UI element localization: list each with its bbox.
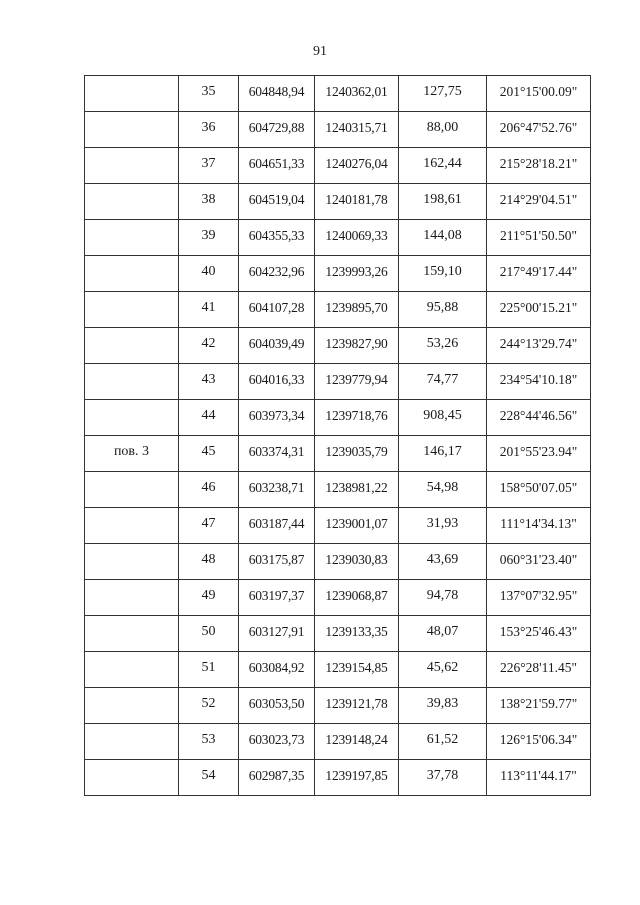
azimuth-cell: 111°14'34.13" xyxy=(487,508,591,544)
x-coordinate-cell: 604107,28 xyxy=(239,292,315,328)
section-cell xyxy=(85,508,179,544)
section-cell xyxy=(85,688,179,724)
section-cell xyxy=(85,616,179,652)
y-coordinate-cell: 1239001,07 xyxy=(315,508,399,544)
table-row xyxy=(85,760,591,796)
azimuth-cell: 214°29'04.51" xyxy=(487,184,591,220)
point-number-cell: 53 xyxy=(179,724,239,760)
section-cell xyxy=(85,544,179,580)
point-number-cell: 45 xyxy=(179,436,239,472)
point-number-cell: 54 xyxy=(179,760,239,796)
section-cell xyxy=(85,328,179,364)
y-coordinate-cell: 1239133,35 xyxy=(315,616,399,652)
y-coordinate-cell: 1240069,33 xyxy=(315,220,399,256)
azimuth-cell: 060°31'23.40" xyxy=(487,544,591,580)
azimuth-cell: 225°00'15.21" xyxy=(487,292,591,328)
azimuth-cell: 211°51'50.50" xyxy=(487,220,591,256)
table-row xyxy=(85,256,591,292)
point-number-cell: 50 xyxy=(179,616,239,652)
section-cell xyxy=(85,472,179,508)
x-coordinate-cell: 604232,96 xyxy=(239,256,315,292)
coordinates-table-body xyxy=(85,76,591,796)
point-number-cell: 40 xyxy=(179,256,239,292)
point-number-cell: 48 xyxy=(179,544,239,580)
x-coordinate-cell: 603175,87 xyxy=(239,544,315,580)
table-row xyxy=(85,544,591,580)
x-coordinate-cell: 604355,33 xyxy=(239,220,315,256)
x-coordinate-cell: 603187,44 xyxy=(239,508,315,544)
point-number-cell: 42 xyxy=(179,328,239,364)
section-cell xyxy=(85,580,179,616)
point-number-cell: 38 xyxy=(179,184,239,220)
y-coordinate-cell: 1240276,04 xyxy=(315,148,399,184)
x-coordinate-cell: 602987,35 xyxy=(239,760,315,796)
azimuth-cell: 234°54'10.18" xyxy=(487,364,591,400)
length-cell: 39,83 xyxy=(399,688,487,724)
y-coordinate-cell: 1238981,22 xyxy=(315,472,399,508)
point-number-cell: 37 xyxy=(179,148,239,184)
length-cell: 162,44 xyxy=(399,148,487,184)
table-row xyxy=(85,436,591,472)
table-row xyxy=(85,616,591,652)
length-cell: 908,45 xyxy=(399,400,487,436)
coordinates-table xyxy=(84,75,591,796)
length-cell: 94,78 xyxy=(399,580,487,616)
section-cell xyxy=(85,148,179,184)
length-cell: 146,17 xyxy=(399,436,487,472)
x-coordinate-cell: 603127,91 xyxy=(239,616,315,652)
x-coordinate-cell: 604519,04 xyxy=(239,184,315,220)
x-coordinate-cell: 603374,31 xyxy=(239,436,315,472)
y-coordinate-cell: 1239827,90 xyxy=(315,328,399,364)
point-number-cell: 51 xyxy=(179,652,239,688)
table-row xyxy=(85,724,591,760)
point-number-cell: 46 xyxy=(179,472,239,508)
azimuth-cell: 228°44'46.56" xyxy=(487,400,591,436)
azimuth-cell: 158°50'07.05" xyxy=(487,472,591,508)
x-coordinate-cell: 604651,33 xyxy=(239,148,315,184)
length-cell: 43,69 xyxy=(399,544,487,580)
y-coordinate-cell: 1239035,79 xyxy=(315,436,399,472)
section-cell xyxy=(85,220,179,256)
page-number: 91 xyxy=(313,44,327,59)
azimuth-cell: 201°15'00.09" xyxy=(487,76,591,112)
length-cell: 95,88 xyxy=(399,292,487,328)
length-cell: 53,26 xyxy=(399,328,487,364)
x-coordinate-cell: 603084,92 xyxy=(239,652,315,688)
table-row xyxy=(85,472,591,508)
x-coordinate-cell: 603973,34 xyxy=(239,400,315,436)
table-row xyxy=(85,364,591,400)
length-cell: 61,52 xyxy=(399,724,487,760)
x-coordinate-cell: 603238,71 xyxy=(239,472,315,508)
section-cell xyxy=(85,112,179,148)
length-cell: 48,07 xyxy=(399,616,487,652)
length-cell: 198,61 xyxy=(399,184,487,220)
point-number-cell: 49 xyxy=(179,580,239,616)
length-cell: 144,08 xyxy=(399,220,487,256)
x-coordinate-cell: 603053,50 xyxy=(239,688,315,724)
point-number-cell: 43 xyxy=(179,364,239,400)
y-coordinate-cell: 1240362,01 xyxy=(315,76,399,112)
y-coordinate-cell: 1239154,85 xyxy=(315,652,399,688)
point-number-cell: 41 xyxy=(179,292,239,328)
section-cell xyxy=(85,184,179,220)
y-coordinate-cell: 1239779,94 xyxy=(315,364,399,400)
azimuth-cell: 201°55'23.94" xyxy=(487,436,591,472)
length-cell: 54,98 xyxy=(399,472,487,508)
y-coordinate-cell: 1239030,83 xyxy=(315,544,399,580)
length-cell: 159,10 xyxy=(399,256,487,292)
table-row xyxy=(85,112,591,148)
azimuth-cell: 126°15'06.34" xyxy=(487,724,591,760)
azimuth-cell: 137°07'32.95" xyxy=(487,580,591,616)
table-row xyxy=(85,220,591,256)
section-cell xyxy=(85,364,179,400)
x-coordinate-cell: 604848,94 xyxy=(239,76,315,112)
table-row xyxy=(85,580,591,616)
point-number-cell: 47 xyxy=(179,508,239,544)
point-number-cell: 44 xyxy=(179,400,239,436)
azimuth-cell: 215°28'18.21" xyxy=(487,148,591,184)
length-cell: 45,62 xyxy=(399,652,487,688)
table-row xyxy=(85,688,591,724)
y-coordinate-cell: 1239993,26 xyxy=(315,256,399,292)
y-coordinate-cell: 1239718,76 xyxy=(315,400,399,436)
azimuth-cell: 244°13'29.74" xyxy=(487,328,591,364)
point-number-cell: 52 xyxy=(179,688,239,724)
table-row xyxy=(85,400,591,436)
length-cell: 37,78 xyxy=(399,760,487,796)
azimuth-cell: 217°49'17.44" xyxy=(487,256,591,292)
x-coordinate-cell: 603023,73 xyxy=(239,724,315,760)
azimuth-cell: 206°47'52.76" xyxy=(487,112,591,148)
point-number-cell: 36 xyxy=(179,112,239,148)
length-cell: 88,00 xyxy=(399,112,487,148)
length-cell: 74,77 xyxy=(399,364,487,400)
table-row xyxy=(85,328,591,364)
table-row xyxy=(85,292,591,328)
azimuth-cell: 153°25'46.43" xyxy=(487,616,591,652)
section-cell xyxy=(85,724,179,760)
y-coordinate-cell: 1239895,70 xyxy=(315,292,399,328)
y-coordinate-cell: 1239148,24 xyxy=(315,724,399,760)
y-coordinate-cell: 1240181,78 xyxy=(315,184,399,220)
x-coordinate-cell: 603197,37 xyxy=(239,580,315,616)
section-cell: пов. 3 xyxy=(85,436,179,472)
table-row xyxy=(85,508,591,544)
point-number-cell: 39 xyxy=(179,220,239,256)
azimuth-cell: 138°21'59.77" xyxy=(487,688,591,724)
x-coordinate-cell: 604016,33 xyxy=(239,364,315,400)
length-cell: 127,75 xyxy=(399,76,487,112)
table-row xyxy=(85,184,591,220)
point-number-cell: 35 xyxy=(179,76,239,112)
section-cell xyxy=(85,76,179,112)
table-row xyxy=(85,148,591,184)
table-row xyxy=(85,652,591,688)
section-cell xyxy=(85,256,179,292)
y-coordinate-cell: 1239197,85 xyxy=(315,760,399,796)
section-cell xyxy=(85,652,179,688)
x-coordinate-cell: 604729,88 xyxy=(239,112,315,148)
azimuth-cell: 113°11'44.17" xyxy=(487,760,591,796)
y-coordinate-cell: 1239068,87 xyxy=(315,580,399,616)
y-coordinate-cell: 1239121,78 xyxy=(315,688,399,724)
x-coordinate-cell: 604039,49 xyxy=(239,328,315,364)
section-cell xyxy=(85,292,179,328)
length-cell: 31,93 xyxy=(399,508,487,544)
azimuth-cell: 226°28'11.45" xyxy=(487,652,591,688)
table-row xyxy=(85,76,591,112)
y-coordinate-cell: 1240315,71 xyxy=(315,112,399,148)
section-cell xyxy=(85,400,179,436)
section-cell xyxy=(85,760,179,796)
